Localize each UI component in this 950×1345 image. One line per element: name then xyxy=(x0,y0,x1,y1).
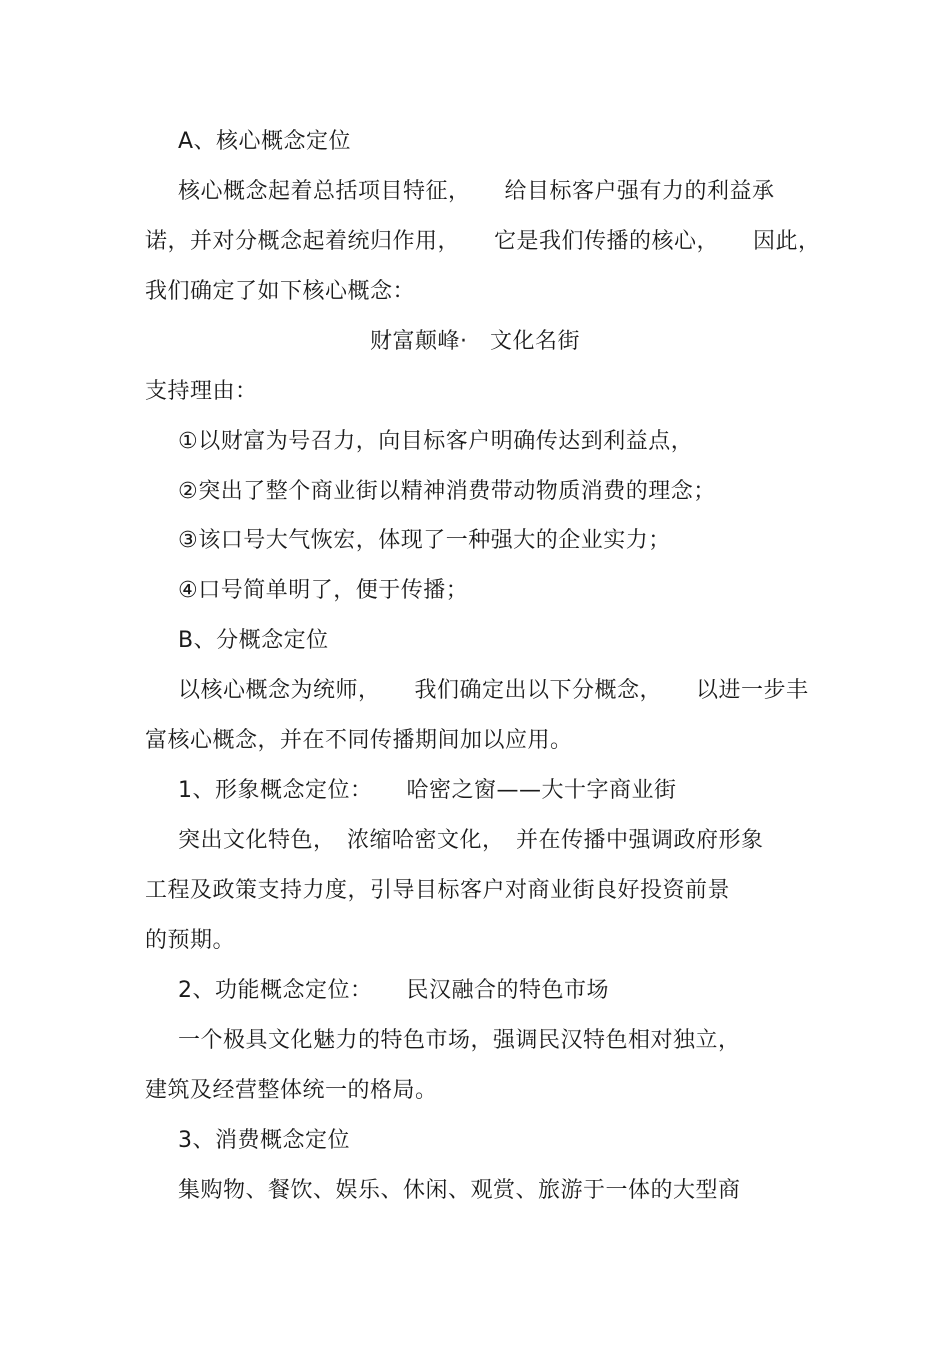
item1-para-line-3: 的预期。 xyxy=(145,928,236,953)
core-para-line-3: 我们确定了如下核心概念： xyxy=(145,279,416,304)
item2-heading: 2、功能概念定位： 民汉融合的特色市场 xyxy=(178,978,609,1003)
reason-1: ①以财富为号召力，向目标客户明确传达到利益点， xyxy=(178,429,694,454)
section-a-heading: A、核心概念定位 xyxy=(178,129,352,154)
reason-2: ②突出了整个商业街以精神消费带动物质消费的理念； xyxy=(178,479,716,504)
item3-heading: 3、消费概念定位 xyxy=(178,1128,350,1153)
item1-para-line-1: 突出文化特色， 浓缩哈密文化， 并在传播中强调政府形象 xyxy=(178,828,764,853)
support-label: 支持理由： xyxy=(145,379,258,404)
sub-para-line-2: 富核心概念，并在不同传播期间加以应用。 xyxy=(145,728,573,753)
core-para-line-1: 核心概念起着总括项目特征， 给目标客户强有力的利益承 xyxy=(178,179,775,204)
item2-para-line-2: 建筑及经营整体统一的格局。 xyxy=(145,1078,438,1103)
reason-4: ④口号简单明了，便于传播； xyxy=(178,578,469,603)
item3-para-line-1: 集购物、餐饮、娱乐、休闲、观赏、旅游于一体的大型商 xyxy=(178,1178,741,1203)
item1-para-line-2: 工程及政策支持力度，引导目标客户对商业街良好投资前景 xyxy=(145,878,731,903)
sub-para-line-1: 以核心概念为统师， 我们确定出以下分概念， 以进一步丰 xyxy=(178,678,809,703)
item1-heading: 1、形象概念定位： 哈密之窗——大十字商业街 xyxy=(178,778,677,803)
item2-para-line-1: 一个极具文化魅力的特色市场，强调民汉特色相对独立， xyxy=(178,1028,741,1053)
core-para-line-2: 诺，并对分概念起着统归作用， 它是我们传播的核心， 因此， xyxy=(145,229,821,254)
reason-3: ③该口号大气恢宏，体现了一种强大的企业实力； xyxy=(178,528,671,553)
core-concept-slogan: 财富颠峰· 文化名街 xyxy=(370,329,580,354)
section-b-heading: B、分概念定位 xyxy=(178,628,329,653)
